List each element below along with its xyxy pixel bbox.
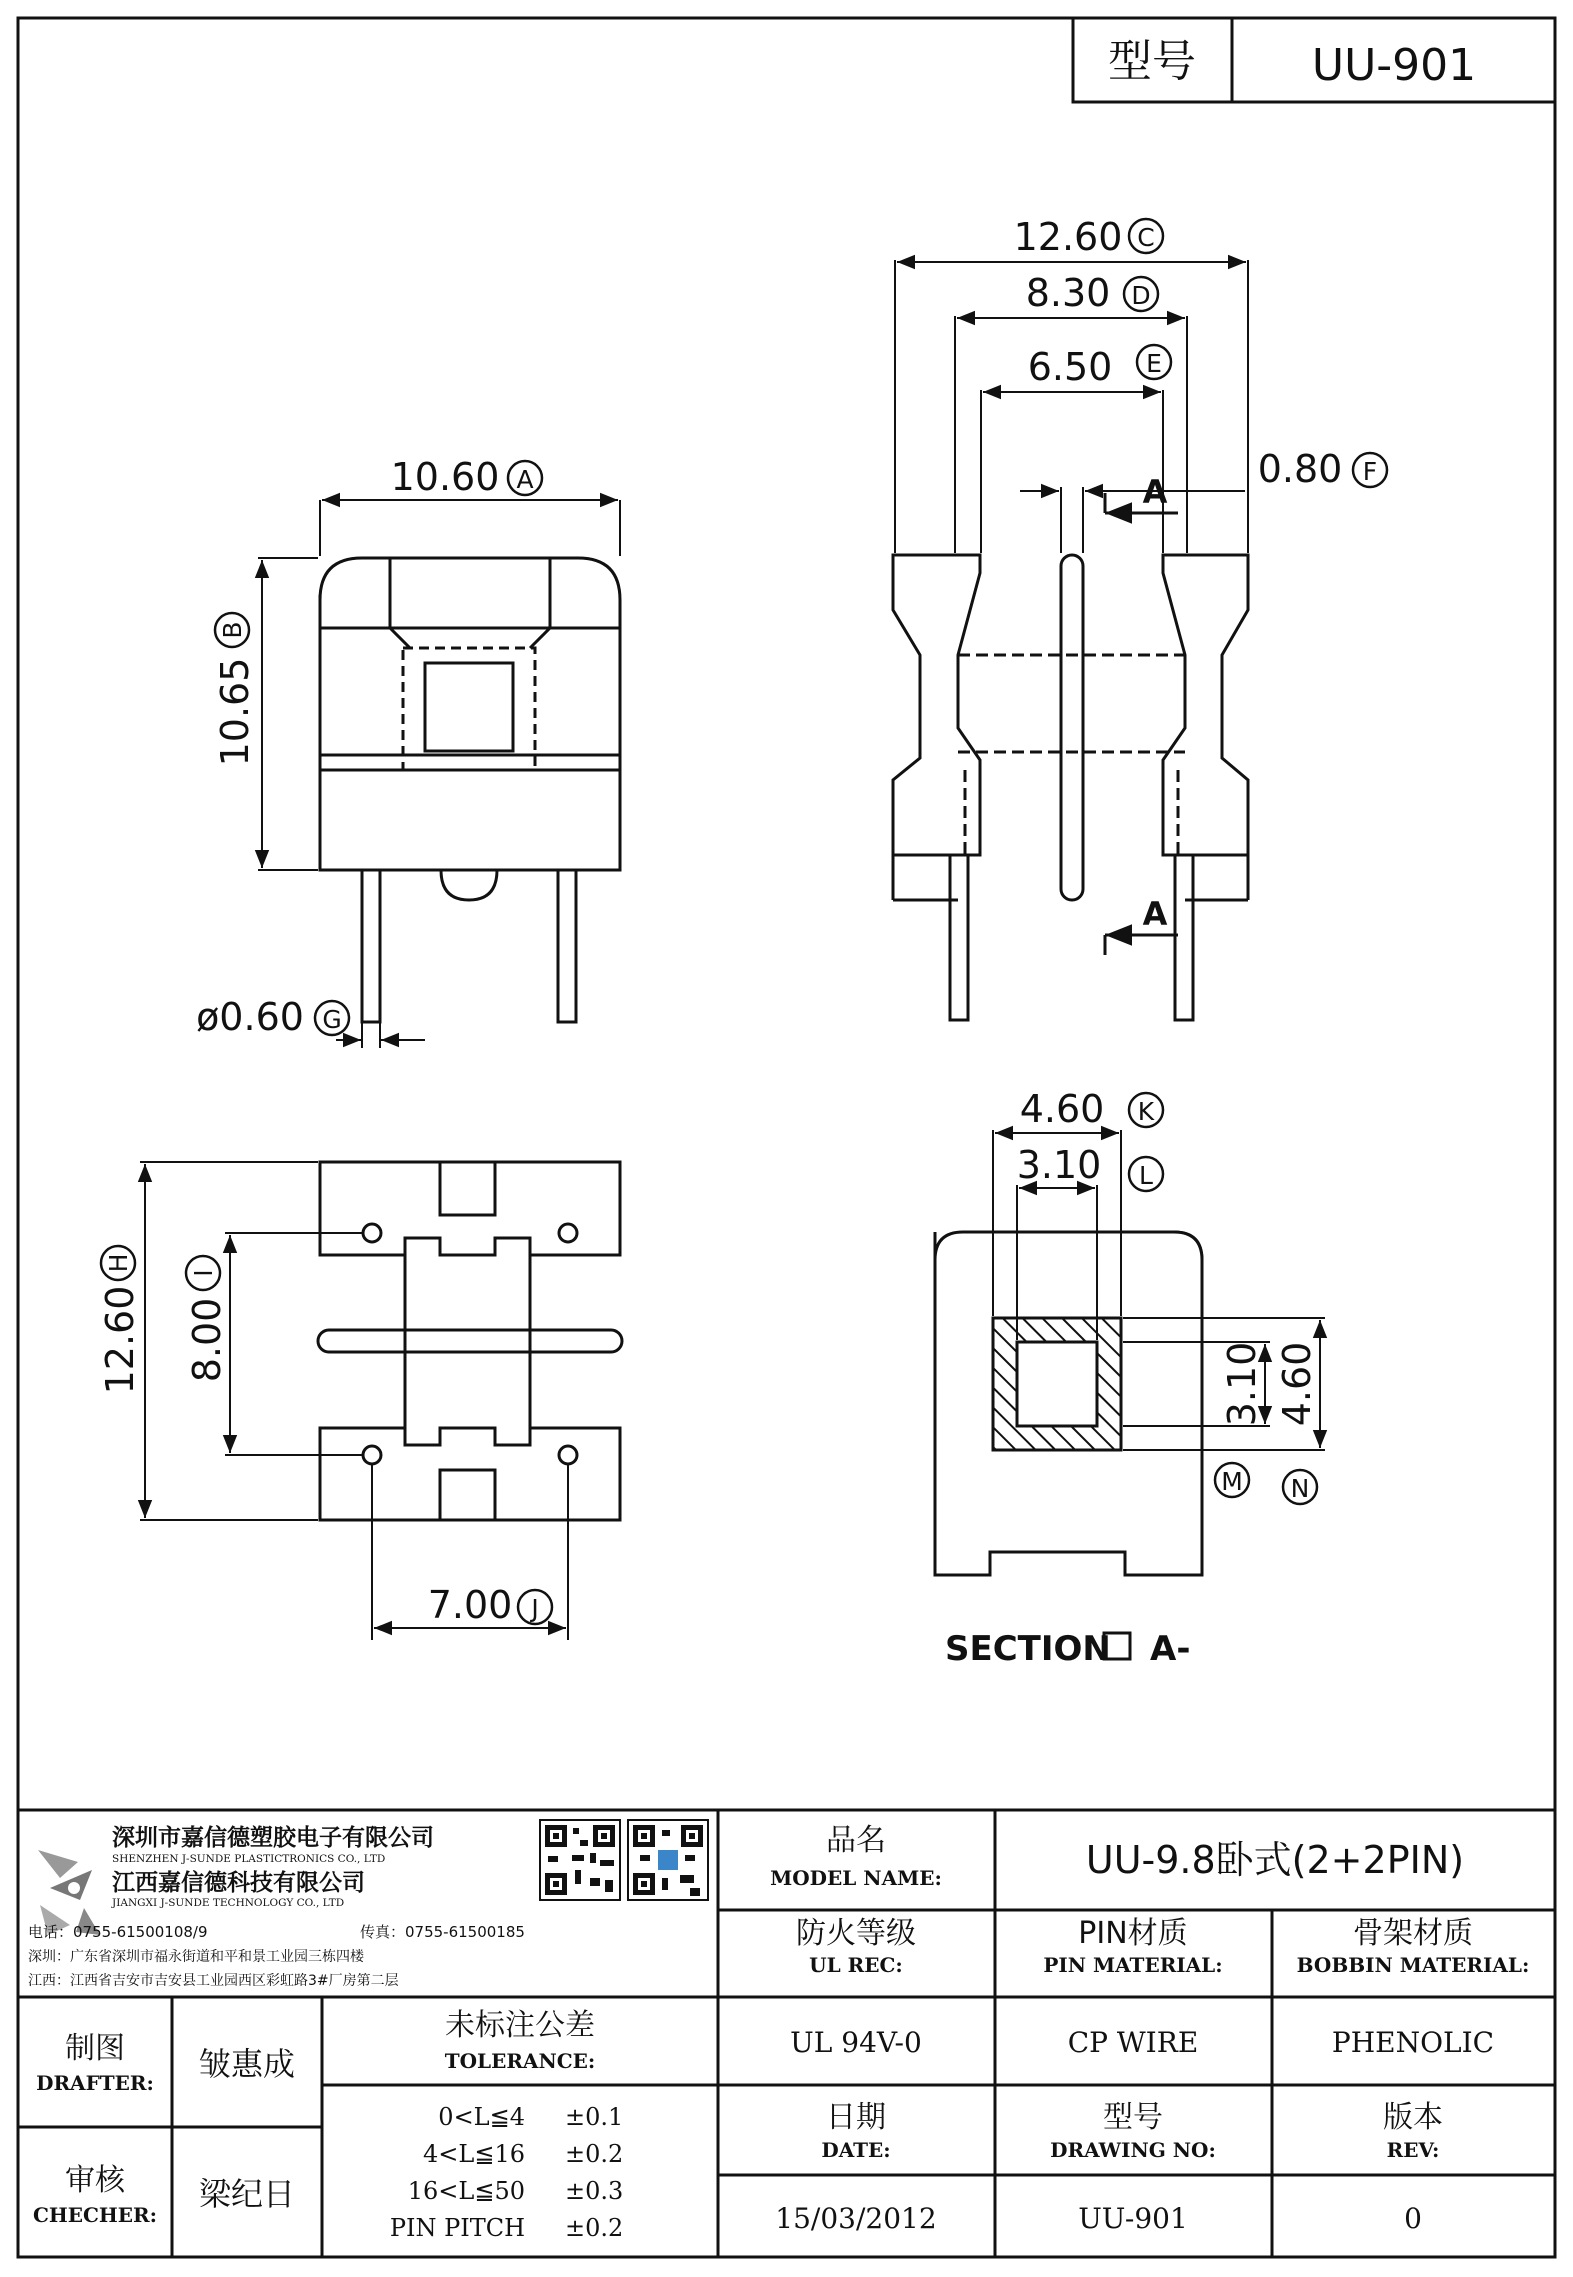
dim-B-value: 10.65 [213,657,257,767]
dim-I [185,1233,362,1455]
tolerance-label-en: TOLERANCE: [444,2049,596,2073]
dim-C-value: 12.60 [1013,215,1123,259]
checker-label-cn: 审核 [65,2163,125,2198]
tolerance-range-1: 0<L≦4 [438,2103,525,2131]
qr-code-2 [628,1820,708,1900]
bobbin-material-value: PHENOLIC [1331,2026,1495,2059]
dim-K-ref: K [1137,1097,1155,1126]
dim-M-ref: M [1221,1467,1243,1496]
section-cut-bottom-label: A [1142,895,1168,933]
front-view [320,558,620,1022]
company-name-en-2: JIANGXI J-SUNDE TECHNOLOGY CO., LTD [112,1897,345,1909]
dim-I-value: 8.00 [185,1297,229,1383]
model-name-value: UU-9.8卧式(2+2PIN) [1085,1838,1465,1882]
dim-G-ref: G [322,1005,342,1034]
dim-A-value: 10.60 [390,455,500,499]
sheet-border [18,18,1555,2257]
dim-J-value: 7.00 [427,1583,513,1627]
pin-material-value: CP WIRE [1067,2026,1199,2059]
pin-material-label-en: PIN MATERIAL: [1043,1953,1223,1977]
tolerance-label-cn: 未标注公差 [445,2008,595,2043]
dim-I-ref: I [189,1269,218,1277]
company-fax: 传真：0755-61500185 [360,1923,525,1941]
drawing-no-value: UU-901 [1078,2202,1188,2235]
dim-B [213,558,318,870]
dim-F [1020,447,1387,553]
dim-G [196,995,425,1048]
dim-E [981,345,1171,553]
qr-code-1 [540,1820,620,1900]
dim-L-value: 3.10 [1016,1143,1102,1187]
dim-J [372,1465,568,1640]
tolerance-value-1: ±0.1 [565,2103,624,2131]
dim-L-ref: L [1139,1161,1153,1190]
company-block [28,1820,708,1989]
company-phone: 电话：0755-61500108/9 [28,1923,208,1941]
drafter-label-cn: 制图 [65,2031,125,2066]
tolerance-range-3: 16<L≦50 [407,2177,525,2205]
side-view [893,555,1248,1020]
rev-label-en: REV: [1386,2138,1440,2162]
tolerance-value-2: ±0.2 [565,2140,624,2168]
drawing-no-label-en: DRAWING NO: [1050,2138,1216,2162]
ul-value: UL 94V-0 [790,2026,922,2059]
company-name-en-1: SHENZHEN J-SUNDE PLASTICTRONICS CO., LTD [112,1853,386,1865]
dim-C-ref: C [1137,223,1155,252]
rev-label-cn: 版本 [1383,2100,1443,2135]
drafter-label-en: DRAFTER: [36,2071,154,2095]
dim-M-value: 3.10 [1220,1341,1264,1427]
dim-H-value: 12.60 [98,1285,142,1395]
bottom-view [318,1162,622,1520]
type-value: UU-901 [1311,40,1477,91]
ul-label-cn: 防火等级 [796,1916,916,1951]
company-name-cn-1: 深圳市嘉信德塑胶电子有限公司 [112,1825,434,1851]
section-caption-suffix: A- [1150,1629,1191,1669]
dim-G-value: ø0.60 [196,995,304,1039]
tolerance-range-4: PIN PITCH [389,2214,525,2242]
dim-J-ref: J [531,1594,539,1623]
checker-value: 梁纪日 [198,2175,296,2213]
section-caption-label: SECTION [945,1629,1111,1669]
checker-label-en: CHECHER: [32,2203,158,2227]
company-address-shenzhen: 深圳：广东省深圳市福永街道和平和景工业园三栋四楼 [28,1949,364,1965]
dim-D-ref: D [1131,281,1151,310]
section-cut-top-label: A [1142,473,1168,511]
section-view [935,1232,1202,1575]
dim-E-value: 6.50 [1027,345,1113,389]
tolerance-value-3: ±0.3 [565,2177,624,2205]
dim-A-ref: A [516,465,534,494]
dim-K-value: 4.60 [1019,1087,1105,1131]
dim-A [320,455,620,556]
dim-F-ref: F [1362,457,1378,486]
dim-N-value: 4.60 [1275,1341,1319,1427]
section-cut-marks [1105,473,1178,955]
dim-D-value: 8.30 [1025,271,1111,315]
company-address-jiangxi: 江西：江西省吉安市吉安县工业园西区彩虹路3#厂房第二层 [28,1973,399,1989]
model-name-label-cn: 品名 [826,1823,886,1858]
section-caption [945,1629,1190,1669]
tolerance-range-2: 4<L≦16 [423,2140,525,2168]
model-name-label-en: MODEL NAME: [770,1866,942,1890]
dim-N-ref: N [1290,1474,1310,1503]
dim-E-ref: E [1146,349,1162,378]
dim-H-ref: H [104,1253,133,1273]
type-box [1073,18,1555,102]
company-name-cn-2: 江西嘉信德科技有限公司 [112,1870,365,1896]
date-label-en: DATE: [821,2138,891,2162]
ul-label-en: UL REC: [809,1953,903,1977]
type-label: 型号 [1108,36,1196,87]
bobbin-material-label-en: BOBBIN MATERIAL: [1296,1953,1530,1977]
tolerance-value-4: ±0.2 [565,2214,624,2242]
date-value: 15/03/2012 [775,2202,937,2235]
pin-material-label-cn: PIN材质 [1078,1916,1188,1951]
date-label-cn: 日期 [826,2100,886,2135]
drafter-value: 皱惠成 [198,2045,296,2083]
bobbin-material-label-cn: 骨架材质 [1353,1916,1473,1951]
dim-B-ref: B [218,621,247,639]
dim-F-value: 0.80 [1257,447,1343,491]
drawing-no-label-cn: 型号 [1103,2100,1163,2135]
rev-value: 0 [1404,2202,1422,2235]
